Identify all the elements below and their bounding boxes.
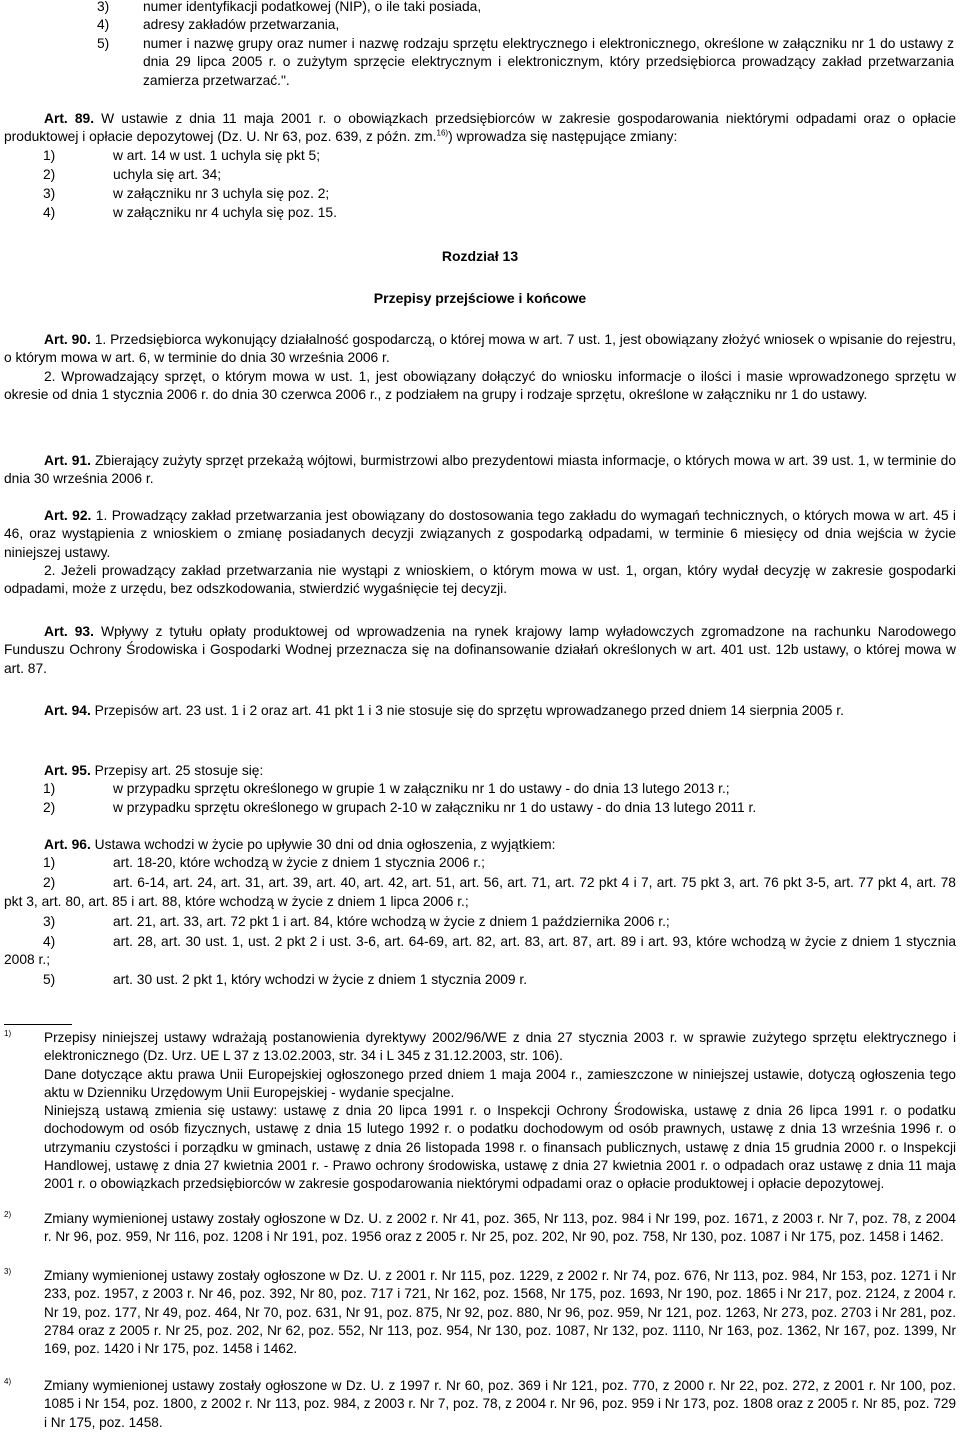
article-90 (0, 331, 960, 404)
item-number: 5) (43, 972, 56, 988)
footnote-text: Przepisy niniejszej ustawy wdrażają postanowienia dyrektywy 2002/96/WE z dnia 27 stycznia 2003 r. w sprawie zużytego sprzętu elektrycznego i elektronicznego (Dz. Urz. UE L 37 z 13.02.2003, str. 34 i L 345 z 31.12.2003, str. 106). (44, 1030, 956, 1064)
article-label: Art. 92. (44, 508, 92, 523)
footnote-body (44, 1267, 956, 1358)
item-number: 1) (43, 855, 56, 871)
footnote-body (44, 1210, 956, 1247)
article-96-text (44, 836, 960, 854)
item-number: 1) (43, 781, 56, 797)
item-number: 3) (43, 185, 56, 201)
footnote-text: Niniejszą ustawą zmienia się ustawy: ustawę z dnia 20 lipca 1991 r. o Inspekcji Ochrony Środowiska, ustawę z dnia 26 lipca 1991 r. o podatku dochodowym od osób fizycznych, ustawę z dnia 15 lutego 1992 r. o podatku dochodowym od osób prawnych, ustawę z dnia 13 września 1996 r. o utrzymaniu czystości i porządku w gminach, ustawę z dnia 26 listopada 1998 r. o finansach publicznych, ustawę z dnia 15 grudnia 2000 r. o Inspekcji Handlowej, ustawę z dnia 27 kwietnia 2001 r. - Prawo ochrony środowiska, ustawę z dnia 27 kwietnia 2001 r. o odpadach oraz ustawę z dnia 11 maja 2001 r. o obowiązkach przedsiębiorców w zakresie gospodarowania niektórymi odpadami oraz o opłacie produktowej i opłacie depozytowej. (44, 1103, 956, 1192)
item-text: w przypadku sprzętu określonego w grupach 2-10 w załączniku nr 1 do ustawy - do dnia 13 lutego 2011 r. (113, 800, 757, 816)
article-label: Art. 91. (44, 453, 91, 468)
item-text: numer i nazwę grupy oraz numer i nazwę rodzaju sprzętu elektrycznego i elektronicznego, określone w załączniku nr 1 do ustawy z dnia 29 lipca 2005 r. o zużytym sprzęcie elektrycznym i elektronicznym, który przedsiębiorca prowadzący zakład przetwarzania zamierza przetwarzać.". (143, 36, 954, 88)
article-91-text (4, 452, 956, 489)
article-text: 1. Przedsiębiorca wykonujący działalność gospodarczą, o której mowa w art. 7 ust. 1, jest obowiązany złożyć wniosek o wpisanie do rejestru, o którym mowa w art. 6, w terminie do dnia 30 września 2006 r. (4, 332, 956, 366)
list-item (0, 799, 960, 818)
footnote-separator (4, 1024, 72, 1025)
article-text: Ustawa wchodzi w życie po upływie 30 dni od dnia ogłoszenia, z wyjątkiem: (90, 837, 556, 852)
article-94-text (4, 702, 956, 720)
item-number: 3) (43, 913, 56, 929)
article-90-p2: 2. Wprowadzający sprzęt, o którym mowa w ust. 1, jest obowiązany dołączyć do wniosku informacje o ilości i masie wprowadzonego sprzętu w okresie od dnia 1 stycznia 2006 r. do dnia 30 czerwca 2006 r., z podziałem na grupy i rodzaje sprzętu, określone w załączniku nr 1 do ustawy. (4, 368, 956, 402)
list-item (0, 204, 960, 223)
article-94 (0, 702, 960, 720)
item-text: w art. 14 w ust. 1 uchyla się pkt 5; (113, 147, 321, 163)
item-number: 2) (43, 800, 56, 816)
article-96 (0, 836, 960, 990)
article-text: Przepisy art. 25 stosuje się: (90, 763, 264, 778)
article-text: 1. Prowadzący zakład przetwarzania jest obowiązany do dostosowania tego zakładu do wymagań technicznych, o których mowa w art. 45 i 46, oraz wystąpienia z wnioskiem o zmianę posiadanych decyzji związanych z gospodarką odpadami, w terminie 6 miesięcy od dnia wejścia w życie niniejszej ustawy. (4, 508, 956, 560)
article-92-p2: 2. Jeżeli prowadzący zakład przetwarzania nie wystąpi z wnioskiem, o którym mowa w ust. 1, organ, który wydał decyzję w zakresie gospodarki odpadami, może z urzędu, bez odszkodowania, stwierdzić wygaśnięcie tej decyzji. (4, 562, 956, 597)
footnote-mark: 4) (4, 1377, 12, 1386)
item-text: numer identyfikacji podatkowej (NIP), o ile taki posiada, (143, 0, 482, 14)
list-item (0, 16, 960, 35)
item-number: 1) (43, 147, 56, 163)
article-label: Art. 93. (44, 624, 94, 639)
item-text: art. 21, art. 33, art. 72 pkt 1 i art. 84, które wchodzą w życie z dniem 1 października 2006 r.; (113, 913, 670, 929)
article-93-text (4, 623, 956, 678)
article-95 (0, 762, 960, 818)
footnote-body (44, 1377, 956, 1432)
item-text: art. 28, art. 30 ust. 1, ust. 2 pkt 2 i ust. 3-6, art. 64-69, art. 82, art. 83, art. 87, art. 89 i art. 93, które wchodzą w życie z dniem 1 stycznia 2008 r.; (4, 933, 956, 968)
list-item (0, 913, 960, 933)
item-number: 4) (43, 204, 56, 220)
list-item (0, 854, 960, 874)
footnote-2 (0, 1210, 960, 1247)
article-95-text (44, 762, 960, 780)
footnote-mark: 2) (4, 1210, 12, 1219)
list-item (0, 147, 960, 166)
footnote-text: Dane dotyczące aktu prawa Unii Europejskiej ogłoszonego przed dniem 1 maja 2004 r., zamieszczone w niniejszej ustawie, dotyczą ogłoszenia tego aktu w Dzienniku Urzędowym Unii Europejskiej - wydanie specjalne. (44, 1066, 956, 1100)
footnote-3 (0, 1267, 960, 1358)
item-number: 4) (43, 933, 56, 949)
article-92 (0, 507, 960, 598)
footnote-4 (0, 1377, 960, 1432)
article-label: Art. 94. (44, 703, 91, 718)
article-text: W ustawie z dnia 11 maja 2001 r. o obowiązkach przedsiębiorców w zakresie gospodarowania niektórymi odpadami oraz o opłacie produktowej i opłacie depozytowej (Dz. U. Nr 63, poz. 639, z późn. zm. (4, 111, 956, 145)
footnote-text: Zmiany wymienionej ustawy zostały ogłoszone w Dz. U. z 2002 r. Nr 41, poz. 365, Nr 113, poz. 984 i Nr 199, poz. 1671, z 2003 r. Nr 7, poz. 78, z 2004 r. Nr 96, poz. 959, Nr 116, poz. 1208 i Nr 191, poz. 1956 oraz z 2005 r. Nr 25, poz. 202, Nr 90, poz. 758, Nr 130, poz. 1087 i Nr 175, poz. 1458 i 1462. (44, 1211, 956, 1245)
list-item (0, 874, 960, 911)
item-number: 2) (43, 875, 56, 891)
article-label: Art. 90. (44, 332, 91, 347)
footnote-mark: 3) (4, 1267, 12, 1276)
item-number: 2) (43, 166, 56, 182)
item-number: 3) (97, 0, 110, 14)
item-text: w załączniku nr 4 uchyla się poz. 15. (113, 204, 337, 220)
footnote-text: Zmiany wymienionej ustawy zostały ogłoszone w Dz. U. z 2001 r. Nr 115, poz. 1229, z 2002 r. Nr 74, poz. 676, Nr 113, poz. 984, Nr 153, poz. 1271 i Nr 233, poz. 1957, z 2003 r. Nr 46, poz. 392, Nr 80, poz. 717 i 721, Nr 162, poz. 1568, Nr 175, poz. 1693, Nr 190, poz. 1865 i Nr 217, poz. 2124, z 2004 r. Nr 19, poz. 177, Nr 49, poz. 464, Nr 70, poz. 631, Nr 91, poz. 875, Nr 92, poz. 880, Nr 96, poz. 959, Nr 121, poz. 1263, Nr 273, poz. 2703 i Nr 281, poz. 2784 oraz z 2005 r. Nr 25, poz. 202, Nr 62, poz. 552, Nr 113, poz. 954, Nr 130, poz. 1087, Nr 132, poz. 1110, Nr 163, poz. 1362, Nr 167, poz. 1399, Nr 169, poz. 1420 i Nr 175, poz. 1458 i 1462. (44, 1268, 956, 1357)
article-93 (0, 623, 960, 678)
list-item (0, 166, 960, 185)
item-text: art. 18-20, które wchodzą w życie z dniem 1 stycznia 2006 r.; (113, 855, 485, 871)
list-item (0, 185, 960, 204)
article-text: Wpływy z tytułu opłaty produktowej od wprowadzenia na rynek krajowy lamp wyładowczych zgromadzone na rachunku Narodowego Funduszu Ochrony Środowiska i Gospodarki Wodnej przeznacza się na dofinansowanie działań określonych w art. 401 ust. 12b ustawy, o której mowa w art. 87. (4, 624, 956, 676)
article-90-p1 (4, 331, 956, 368)
article-text: ) wprowadza się następujące zmiany: (448, 129, 678, 145)
article-89-text (4, 110, 956, 147)
article-92-p1 (4, 507, 956, 562)
article-89 (0, 110, 960, 223)
list-item (0, 0, 960, 16)
footnote-body (44, 1029, 956, 1194)
item-text: art. 30 ust. 2 pkt 1, który wchodzi w życie z dniem 1 stycznia 2009 r. (113, 972, 528, 988)
list-item (0, 971, 960, 990)
top-list (0, 0, 960, 90)
footnote-ref: 16) (436, 128, 449, 138)
article-label: Art. 95. (44, 763, 91, 778)
footnote-text: Zmiany wymienionej ustawy zostały ogłoszone w Dz. U. z 1997 r. Nr 60, poz. 369 i Nr 121, poz. 770, z 2000 r. Nr 22, poz. 272, z 2001 r. Nr 100, poz. 1085 i Nr 154, poz. 1800, z 2002 r. Nr 113, poz. 984, z 2003 r. Nr 7, poz. 78, z 2004 r. Nr 96, poz. 959 i Nr 173, poz. 1808 oraz z 2005 r. Nr 85, poz. 729 i Nr 175, poz. 1458. (44, 1378, 956, 1430)
chapter-subtitle: Przepisy przejściowe i końcowe (373, 290, 587, 306)
article-91 (0, 452, 960, 489)
list-item (0, 933, 960, 970)
item-text: art. 6-14, art. 24, art. 31, art. 39, art. 40, art. 42, art. 51, art. 56, art. 71, art. 72 pkt 4 i 7, art. 75 pkt 3, art. 76 pkt 3-5, art. 77 pkt 4, art. 78 pkt 3, art. 80, art. 85 i art. 88, które wchodzą w życie z dniem 1 lipca 2006 r.; (4, 875, 956, 909)
item-text: w załączniku nr 3 uchyla się poz. 2; (113, 185, 330, 201)
item-text: uchyla się art. 34; (113, 166, 222, 182)
footnote-1 (0, 1029, 960, 1194)
item-number: 5) (97, 36, 110, 51)
item-text: w przypadku sprzętu określonego w grupie 1 w załączniku nr 1 do ustawy - do dnia 13 lutego 2013 r.; (113, 781, 730, 797)
article-text: Zbierający zużyty sprzęt przekażą wójtowi, burmistrzowi albo prezydentowi miasta informacje, o których mowa w art. 39 ust. 1, w terminie do dnia 30 września 2006 r. (4, 453, 956, 487)
footnote-mark: 1) (4, 1029, 12, 1038)
article-label: Art. 89. (44, 111, 95, 126)
article-label: Art. 96. (44, 837, 91, 852)
list-item (0, 780, 960, 799)
item-text: adresy zakładów przetwarzania, (143, 17, 340, 32)
list-item (0, 35, 960, 90)
article-text: Przepisów art. 23 ust. 1 i 2 oraz art. 41 pkt 1 i 3 nie stosuje się do sprzętu wprowadzanego przed dniem 14 sierpnia 2005 r. (90, 703, 844, 718)
chapter-title: Rozdział 13 (441, 248, 519, 264)
item-number: 4) (97, 17, 110, 32)
